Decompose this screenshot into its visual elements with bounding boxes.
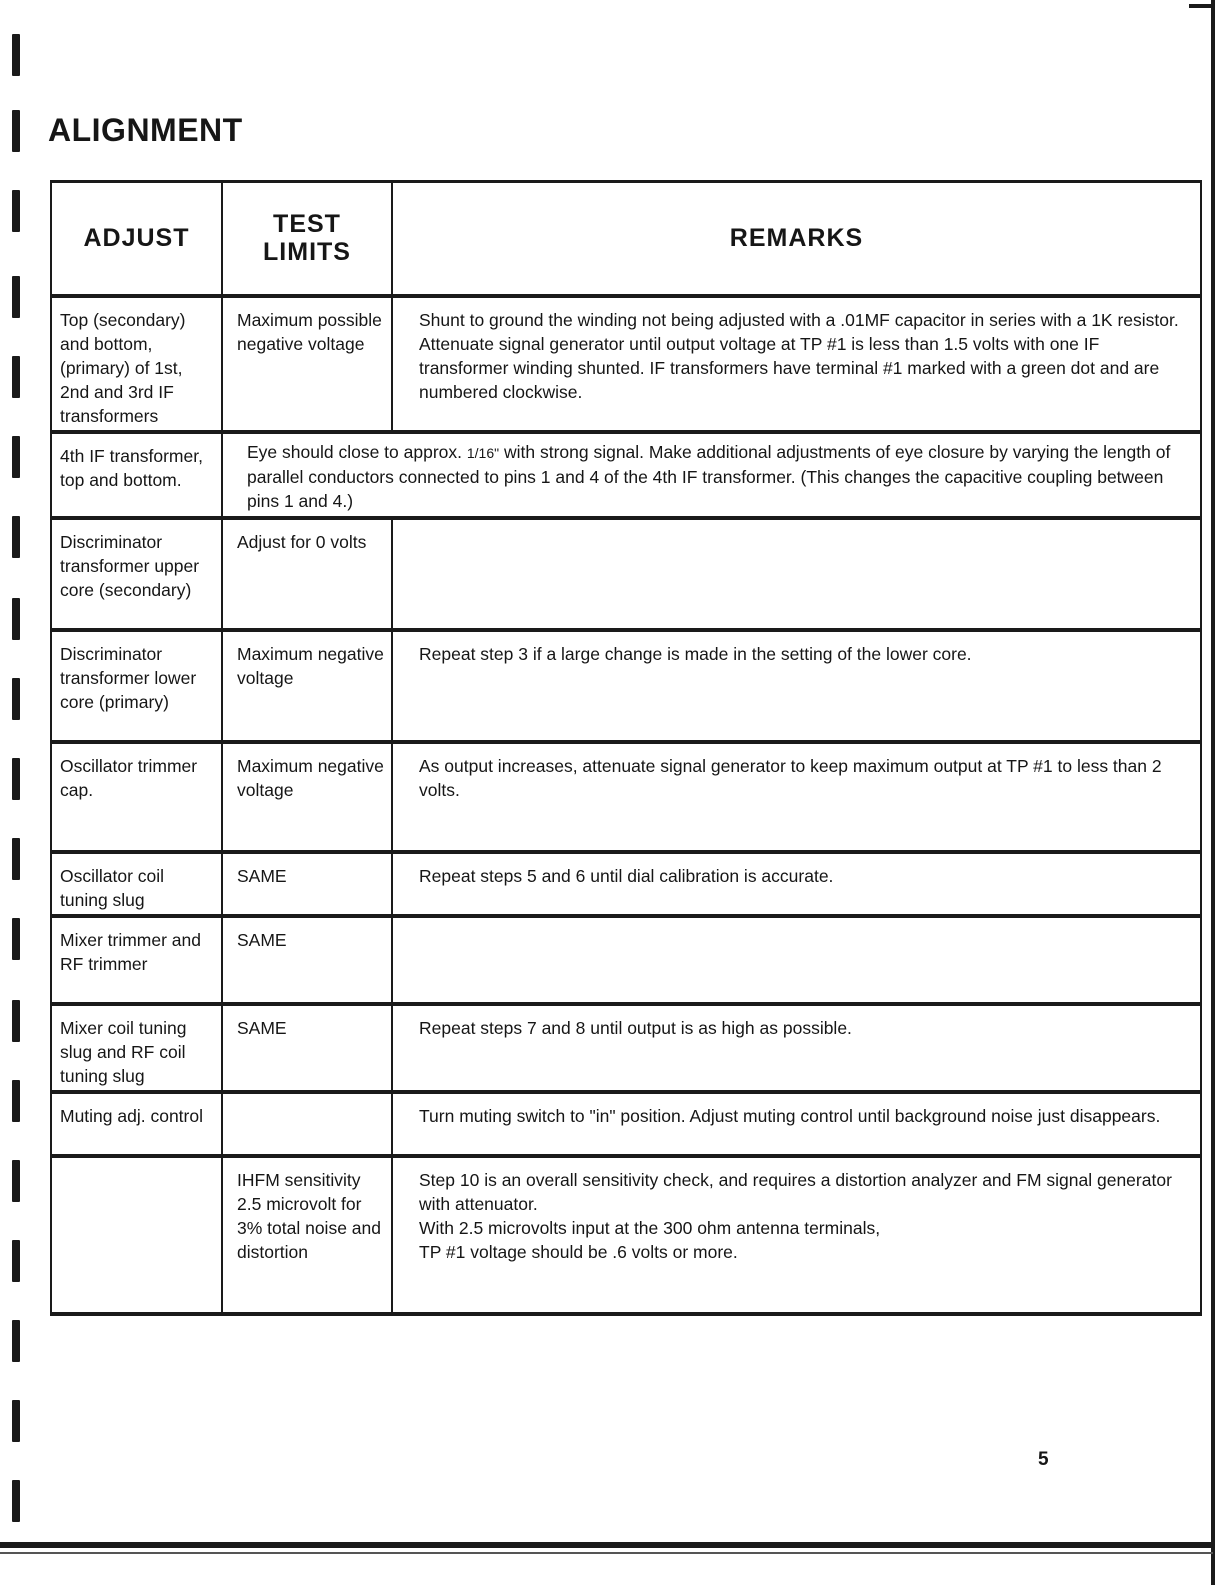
cell-adjust: Discriminator transformer lower core (primary) (51, 630, 222, 742)
remarks-part-b: with strong signal. Make additional adjustments of eye closure by varying the length of parallel conductors connected to pins 1 and 4 of the 4th IF transformer. (This changes the capacitive coupling between pins 1 and 4.) (247, 441, 1171, 511)
page-edge-right (1211, 0, 1215, 1585)
cell-test-limits: Maximum possible negative voltage (222, 296, 392, 432)
table-row (51, 296, 1201, 432)
header-test-limits: TEST LIMITS (222, 182, 392, 296)
alignment-table (50, 180, 1202, 1316)
cell-remarks: Repeat step 3 if a large change is made in the setting of the lower core. (392, 630, 1201, 742)
page-number: 5 (1038, 1449, 1049, 1470)
remarks-part-a: Eye should close to approx. (247, 441, 462, 462)
table-row (51, 1092, 1201, 1156)
table-row (51, 852, 1201, 916)
cell-adjust: Discriminator transformer upper core (secondary) (51, 518, 222, 630)
remarks-line-2: With 2.5 microvolts input at the 300 ohm antenna terminals, (419, 1217, 881, 1238)
page-edge-corner (1189, 4, 1211, 8)
cell-test-limits: Maximum negative voltage (222, 630, 392, 742)
cell-test-limits: IHFM sensitivity 2.5 microvolt for 3% total noise and distortion (222, 1156, 392, 1314)
cell-remarks (392, 518, 1201, 630)
cell-adjust (51, 1156, 222, 1314)
cell-adjust: Mixer trimmer and RF trimmer (51, 916, 222, 1004)
cell-remarks-span (222, 432, 1201, 518)
header-adjust: ADJUST (51, 182, 222, 296)
page-title: ALIGNMENT (48, 112, 243, 148)
cell-remarks: Repeat steps 7 and 8 until output is as high as possible. (392, 1004, 1201, 1092)
cell-adjust: Mixer coil tuning slug and RF coil tuning slug (51, 1004, 222, 1092)
cell-test-limits: SAME (222, 1004, 392, 1092)
table-row (51, 432, 1201, 518)
remarks-line-3: TP #1 voltage should be .6 volts or more. (419, 1241, 738, 1262)
page-edge-bottom (0, 1542, 1213, 1548)
cell-adjust: 4th IF transformer, top and bottom. (51, 432, 222, 518)
cell-remarks: As output increases, attenuate signal generator to keep maximum output at TP #1 to less than 2 volts. (392, 742, 1201, 852)
cell-adjust: Top (secondary) and bottom, (primary) of 1st, 2nd and 3rd IF transformers (51, 296, 222, 432)
remarks-line-1: Step 10 is an overall sensitivity check, and requires a distortion analyzer and FM signal generator with attenuator. (419, 1169, 1172, 1214)
table-row (51, 742, 1201, 852)
page-edge-bottom-shadow (0, 1552, 1213, 1554)
cell-adjust: Oscillator coil tuning slug (51, 852, 222, 916)
cell-test-limits (222, 1092, 392, 1156)
cell-remarks: Turn muting switch to "in" position. Adjust muting control until background noise just disappears. (392, 1092, 1201, 1156)
cell-adjust: Oscillator trimmer cap. (51, 742, 222, 852)
cell-test-limits: SAME (222, 916, 392, 1004)
cell-remarks: Shunt to ground the winding not being adjusted with a .01MF capacitor in series with a 1K resistor. Attenuate signal generator until output voltage at TP #1 is less than 1.5 volts with one IF transformer winding shunted. IF transformers have terminal #1 marked with a green dot and are numbered clockwise. (392, 296, 1201, 432)
cell-remarks (392, 1156, 1201, 1314)
header-remarks: REMARKS (392, 182, 1201, 296)
cell-test-limits: SAME (222, 852, 392, 916)
cell-test-limits: Maximum negative voltage (222, 742, 392, 852)
table-row (51, 1156, 1201, 1314)
table-row (51, 916, 1201, 1004)
cell-test-limits: Adjust for 0 volts (222, 518, 392, 630)
table-header-row (51, 182, 1201, 296)
cell-remarks (392, 916, 1201, 1004)
table-row (51, 518, 1201, 630)
cell-remarks: Repeat steps 5 and 6 until dial calibration is accurate. (392, 852, 1201, 916)
table-row (51, 630, 1201, 742)
table-row (51, 1004, 1201, 1092)
cell-adjust: Muting adj. control (51, 1092, 222, 1156)
fraction-sixteenth: 1/16" (466, 444, 500, 461)
